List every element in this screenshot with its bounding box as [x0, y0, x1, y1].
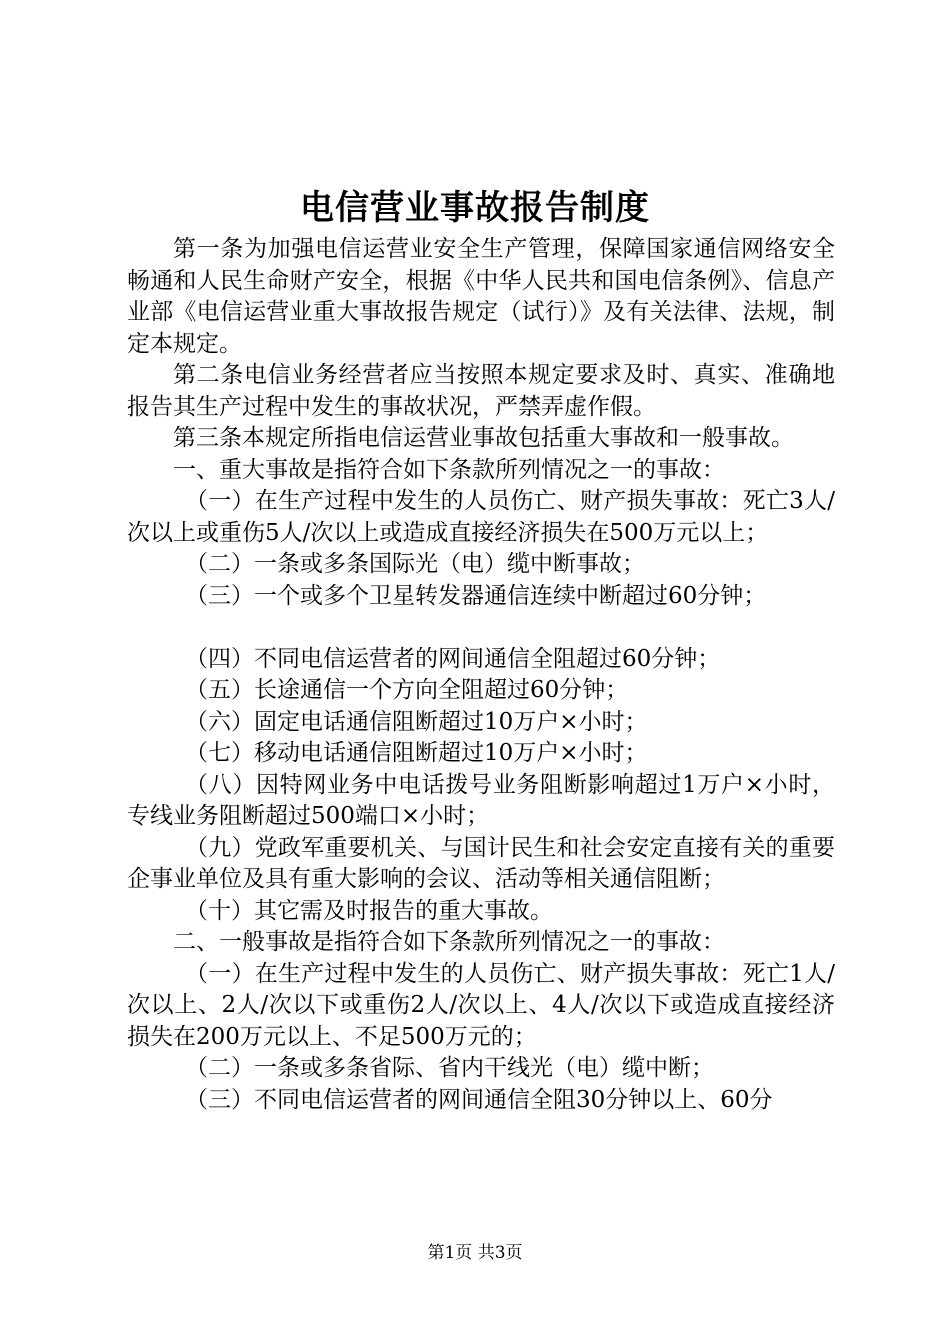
major-item-3: （三）一个或多个卫星转发器通信连续中断超过60分钟； — [185, 582, 767, 609]
blank-line — [127, 612, 835, 644]
major-item-6: （六）固定电话通信阻断超过10万户×小时； — [185, 708, 648, 735]
major-item-2: （二）一条或多条国际光（电）缆中断事故； — [185, 551, 645, 577]
major-item-9: （九）党政军重要机关、与国计民生和社会安定直接有关的重要企事业单位及具有重大影响的会议、活动等相关通信阻断； — [127, 834, 835, 892]
major-item-8: （八）因特网业务中电话拨号业务阻断影响超过1万户×小时，专线业务阻断超过500端口×小时； — [127, 771, 835, 829]
article-2-paragraph: 第二条电信业务经营者应当按照本规定要求及时、真实、准确地报告其生产过程中发生的事故状况，严禁弄虚作假。 — [127, 362, 835, 420]
general-item-3: （三）不同电信运营者的网间通信全阻30分钟以上、60分 — [185, 1086, 773, 1113]
general-item-2: （二）一条或多条省际、省内干线光（电）缆中断； — [185, 1055, 714, 1081]
document-body — [127, 234, 835, 1116]
major-item-5: （五）长途通信一个方向全阻超过60分钟； — [185, 677, 629, 703]
article-3-paragraph: 第三条本规定所指电信运营业事故包括重大事故和一般事故。 — [173, 425, 794, 451]
document-title: 电信营业事故报告制度 — [300, 188, 650, 228]
article-1-paragraph: 第一条为加强电信运营业安全生产管理，保障国家通信网络安全畅通和人民生命财产安全，根据《中华人民共和国电信条例》、信息产业部《电信运营业重大事故报告规定（试行）》及有关法律、法规，制定本规定。 — [127, 236, 835, 357]
major-item-7: （七）移动电话通信阻断超过10万户×小时； — [185, 740, 648, 766]
major-item-1: （一）在生产过程中发生的人员伤亡、财产损失事故：死亡3人/次以上或重伤5人/次以上或造成直接经济损失在500万元以上； — [127, 488, 835, 546]
major-item-4: （四）不同电信运营者的网间通信全阻超过60分钟； — [185, 645, 721, 672]
page-number-footer: 第1页 共3页 — [427, 1243, 523, 1263]
general-accident-heading: 二、一般事故是指符合如下条款所列情况之一的事故： — [173, 929, 725, 955]
major-item-10: （十）其它需及时报告的重大事故。 — [185, 897, 553, 924]
general-item-1: （一）在生产过程中发生的人员伤亡、财产损失事故：死亡1人/次以上、2人/次以下或重伤2人/次以上、4人/次以下或造成直接经济损失在200万元以上、不足500万元的； — [127, 960, 835, 1050]
major-accident-heading: 一、重大事故是指符合如下条款所列情况之一的事故： — [173, 456, 725, 483]
